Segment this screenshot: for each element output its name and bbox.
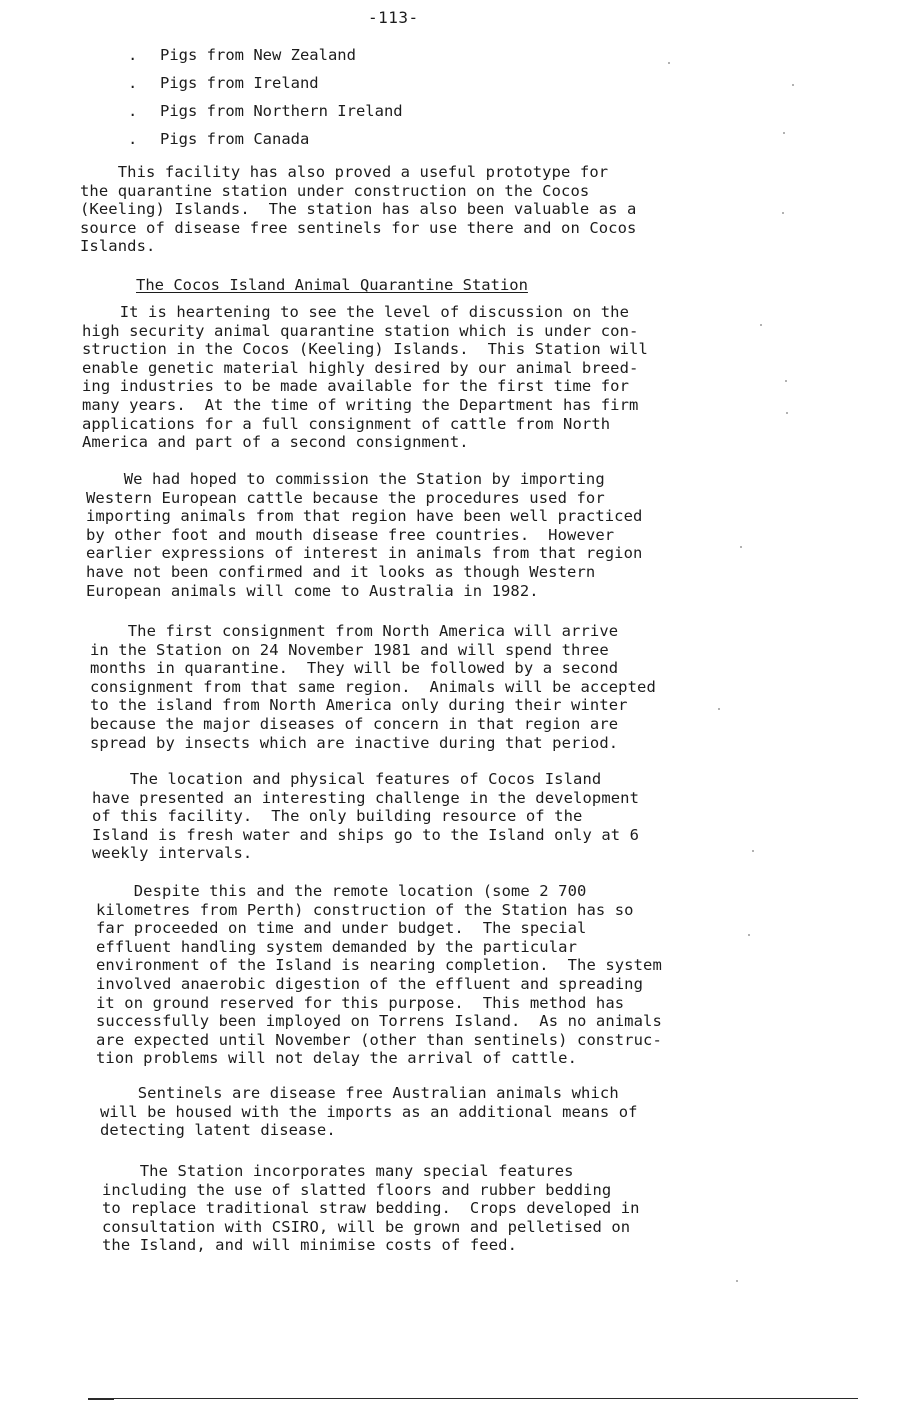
list-item — [128, 128, 403, 156]
scan-speck — [718, 708, 720, 710]
paragraph-special-features: The Station incorporates many special features including the use of slatted floors and rubber bedding to replace traditional straw bedding. Crops developed in consultation with CSIRO, will be grown and pelletised on the Island, and will minimise costs of feed. — [102, 1162, 640, 1255]
list-item-text: Pigs from New Zealand — [160, 46, 356, 64]
scan-speck — [752, 850, 754, 852]
list-item-text: Pigs from Northern Ireland — [160, 102, 403, 120]
footer-rule — [88, 1398, 858, 1399]
paragraph-facility-prototype: This facility has also proved a useful prototype for the quarantine station under construction on the Cocos (Keeling) Islands. The station has also been valuable as a source of disease free sentinels for use there and on Cocos Islands. — [80, 163, 637, 256]
paragraph-first-consignment: The first consignment from North America will arrive in the Station on 24 November 1981 and will spend three months in quarantine. They will be followed by a second consignment from that same region. Animals will be accepted to the island from North America only during their winter because the major diseases of concern in that region are spread by insects which are inactive during that period. — [90, 622, 656, 752]
bullet-marker: . — [128, 46, 138, 64]
list-item-text: Pigs from Canada — [160, 130, 310, 148]
bullet-list — [128, 44, 403, 156]
paragraph-construction: Despite this and the remote location (some 2 700 kilometres from Perth) construction of the Station has so far proceeded on time and under budget. The special effluent handling system demanded by the particular environment of the Island is nearing completion. The system involved anaerobic digestion of the effluent and spreading it on ground reserved for this purpose. This method has successfully been imployed on Torrens Island. As no animals are expected until November (other than sentinels) construc- tion problems will not delay the arrival of cattle. — [96, 882, 662, 1068]
paragraph-discussion: It is heartening to see the level of discussion on the high security animal quarantine station which is under con- struction in the Cocos (Keeling) Islands. This Station will enable genetic material highly desired by our animal breed- ing industries to be made available for the first time for many years. At the time of writing the Department has firm applications for a full consignment of cattle from North America and part of a second consignment. — [82, 303, 648, 452]
scan-speck — [740, 546, 742, 548]
scan-speck — [782, 212, 784, 214]
page-number: -113- — [368, 8, 419, 27]
scan-speck — [786, 412, 788, 414]
bullet-marker: . — [128, 130, 138, 148]
list-item — [128, 72, 403, 100]
bullet-marker: . — [128, 74, 138, 92]
scan-speck — [748, 934, 750, 936]
paragraph-sentinels: Sentinels are disease free Australian animals which will be housed with the imports as an additional means of detecting latent disease. — [100, 1084, 638, 1140]
section-heading: The Cocos Island Animal Quarantine Station — [136, 276, 528, 294]
scan-speck — [785, 380, 787, 382]
list-item — [128, 100, 403, 128]
scan-speck — [783, 132, 785, 134]
scan-speck — [760, 324, 762, 326]
scan-speck — [668, 62, 670, 64]
bullet-marker: . — [128, 102, 138, 120]
list-item-text: Pigs from Ireland — [160, 74, 319, 92]
list-item — [128, 44, 403, 72]
paragraph-location: The location and physical features of Cocos Island have presented an interesting challenge in the development of this facility. The only building resource of the Island is fresh water and ships go to the Island only at 6 weekly intervals. — [92, 770, 640, 863]
scan-speck — [792, 84, 794, 86]
scan-speck — [736, 1280, 738, 1282]
paragraph-commission: We had hoped to commission the Station by importing Western European cattle because the procedures used for importing animals from that region have been well practiced by other foot and mouth disease free countries. However earlier expressions of interest in animals from that region have not been confirmed and it looks as though Western European animals will come to Australia in 1982. — [86, 470, 643, 600]
